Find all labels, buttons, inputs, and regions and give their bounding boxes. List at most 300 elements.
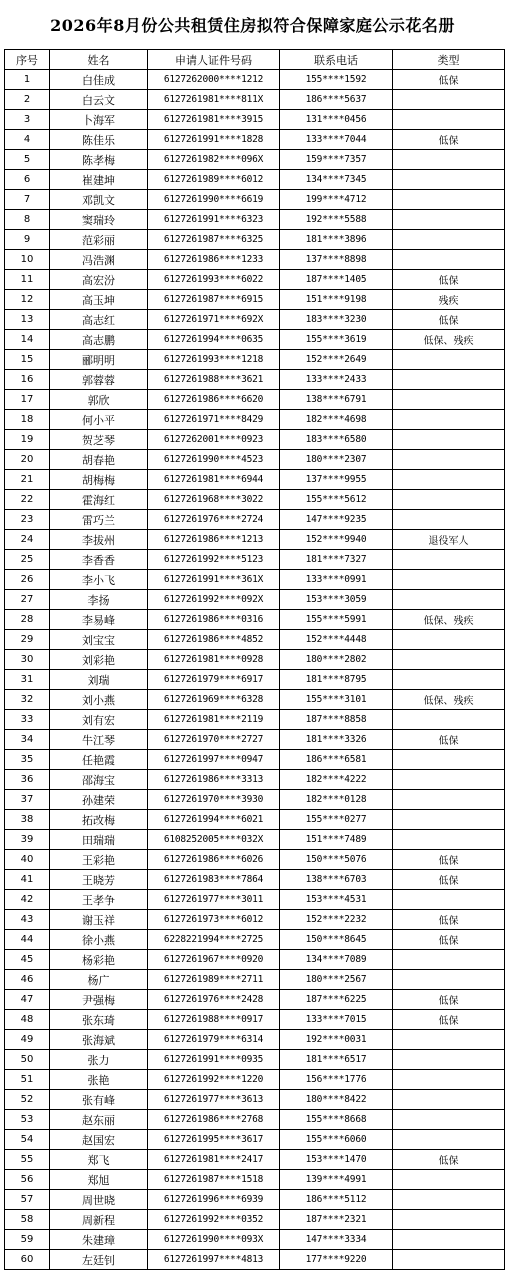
table-row: [5, 850, 505, 870]
cell-phone: 180****2802: [280, 650, 393, 670]
cell-phone: 134****7345: [280, 170, 393, 190]
cell-no: 34: [5, 730, 50, 750]
cell-id-number: 6127261986****0316: [148, 610, 280, 630]
table-row: [5, 390, 505, 410]
cell-type: [393, 970, 505, 990]
cell-no: 46: [5, 970, 50, 990]
cell-id-number: 6127261970****2727: [148, 730, 280, 750]
table-row: [5, 370, 505, 390]
cell-name: 雷巧兰: [50, 510, 148, 530]
table-row: [5, 750, 505, 770]
cell-phone: 156****1776: [280, 1070, 393, 1090]
table-row: [5, 1190, 505, 1210]
cell-id-number: 6127261971****8429: [148, 410, 280, 430]
cell-type: 低保、残疾: [393, 690, 505, 710]
cell-name: 李拔州: [50, 530, 148, 550]
cell-phone: 152****2649: [280, 350, 393, 370]
cell-no: 40: [5, 850, 50, 870]
cell-phone: 192****5588: [280, 210, 393, 230]
cell-id-number: 6127261996****6939: [148, 1190, 280, 1210]
header-id: 申请人证件号码: [148, 50, 280, 70]
cell-no: 16: [5, 370, 50, 390]
table-row: [5, 930, 505, 950]
cell-no: 49: [5, 1030, 50, 1050]
cell-no: 48: [5, 1010, 50, 1030]
table-row: [5, 290, 505, 310]
cell-type: [393, 890, 505, 910]
cell-type: [393, 670, 505, 690]
cell-no: 57: [5, 1190, 50, 1210]
table-row: [5, 1050, 505, 1070]
cell-no: 14: [5, 330, 50, 350]
cell-name: 胡春艳: [50, 450, 148, 470]
cell-phone: 138****6791: [280, 390, 393, 410]
cell-type: [393, 430, 505, 450]
cell-type: 残疾: [393, 290, 505, 310]
cell-id-number: 6127261986****6620: [148, 390, 280, 410]
cell-no: 41: [5, 870, 50, 890]
cell-name: 高宏汾: [50, 270, 148, 290]
cell-phone: 186****5112: [280, 1190, 393, 1210]
table-row: [5, 730, 505, 750]
cell-id-number: 6127261981****3915: [148, 110, 280, 130]
cell-phone: 181****7327: [280, 550, 393, 570]
table-row: [5, 110, 505, 130]
cell-type: [393, 470, 505, 490]
cell-name: 尹强梅: [50, 990, 148, 1010]
cell-no: 54: [5, 1130, 50, 1150]
cell-id-number: 6127261982****096X: [148, 150, 280, 170]
cell-id-number: 6127261994****0635: [148, 330, 280, 350]
table-row: [5, 590, 505, 610]
cell-id-number: 6127261968****3022: [148, 490, 280, 510]
cell-id-number: 6127261976****2724: [148, 510, 280, 530]
cell-type: 低保: [393, 870, 505, 890]
cell-name: 刘宝宝: [50, 630, 148, 650]
cell-name: 李扬: [50, 590, 148, 610]
cell-type: 低保、残疾: [393, 330, 505, 350]
cell-id-number: 6127261977****3613: [148, 1090, 280, 1110]
cell-name: 李香香: [50, 550, 148, 570]
cell-no: 27: [5, 590, 50, 610]
table-row: [5, 1070, 505, 1090]
cell-phone: 181****3326: [280, 730, 393, 750]
cell-type: 低保: [393, 910, 505, 930]
cell-type: [393, 1050, 505, 1070]
table-row: [5, 250, 505, 270]
cell-name: 贺芝琴: [50, 430, 148, 450]
cell-no: 12: [5, 290, 50, 310]
table-row: [5, 1210, 505, 1230]
cell-no: 44: [5, 930, 50, 950]
cell-phone: 187****8858: [280, 710, 393, 730]
table-row: [5, 630, 505, 650]
cell-no: 15: [5, 350, 50, 370]
cell-type: [393, 1210, 505, 1230]
cell-type: [393, 790, 505, 810]
cell-no: 30: [5, 650, 50, 670]
cell-type: [393, 190, 505, 210]
table-row: [5, 870, 505, 890]
cell-type: [393, 230, 505, 250]
table-row: [5, 430, 505, 450]
cell-no: 38: [5, 810, 50, 830]
cell-no: 60: [5, 1250, 50, 1270]
cell-phone: 147****3334: [280, 1230, 393, 1250]
cell-no: 42: [5, 890, 50, 910]
cell-phone: 153****1470: [280, 1150, 393, 1170]
cell-name: 白云文: [50, 90, 148, 110]
cell-type: [393, 590, 505, 610]
cell-type: [393, 170, 505, 190]
cell-no: 4: [5, 130, 50, 150]
table-row: [5, 830, 505, 850]
cell-name: 刘彩艳: [50, 650, 148, 670]
cell-type: [393, 1030, 505, 1050]
cell-no: 50: [5, 1050, 50, 1070]
cell-name: 冯浩渊: [50, 250, 148, 270]
table-row: [5, 1010, 505, 1030]
cell-no: 31: [5, 670, 50, 690]
table-row: [5, 1150, 505, 1170]
cell-phone: 181****8795: [280, 670, 393, 690]
cell-no: 25: [5, 550, 50, 570]
cell-name: 田瑞瑞: [50, 830, 148, 850]
cell-phone: 177****9220: [280, 1250, 393, 1270]
cell-id-number: 6127261987****6915: [148, 290, 280, 310]
cell-phone: 187****6225: [280, 990, 393, 1010]
cell-id-number: 6127261979****6314: [148, 1030, 280, 1050]
cell-no: 52: [5, 1090, 50, 1110]
cell-id-number: 6127261986****6026: [148, 850, 280, 870]
cell-id-number: 6108252005****032X: [148, 830, 280, 850]
cell-phone: 155****8668: [280, 1110, 393, 1130]
cell-phone: 182****4698: [280, 410, 393, 430]
cell-name: 孙建荣: [50, 790, 148, 810]
table-row: [5, 330, 505, 350]
cell-type: [393, 1230, 505, 1250]
cell-type: [393, 510, 505, 530]
cell-type: [393, 1130, 505, 1150]
cell-id-number: 6127261986****3313: [148, 770, 280, 790]
cell-id-number: 6127261986****1213: [148, 530, 280, 550]
cell-no: 6: [5, 170, 50, 190]
cell-phone: 133****7044: [280, 130, 393, 150]
cell-id-number: 6127261993****6022: [148, 270, 280, 290]
cell-no: 23: [5, 510, 50, 530]
cell-no: 17: [5, 390, 50, 410]
cell-phone: 180****2307: [280, 450, 393, 470]
cell-phone: 182****0128: [280, 790, 393, 810]
cell-id-number: 6127261990****4523: [148, 450, 280, 470]
cell-type: 退役军人: [393, 530, 505, 550]
table-row: [5, 70, 505, 90]
cell-phone: 138****6703: [280, 870, 393, 890]
cell-id-number: 6127261986****4852: [148, 630, 280, 650]
cell-id-number: 6127261992****092X: [148, 590, 280, 610]
cell-type: 低保: [393, 1150, 505, 1170]
cell-id-number: 6127261970****3930: [148, 790, 280, 810]
cell-name: 周新程: [50, 1210, 148, 1230]
cell-phone: 150****8645: [280, 930, 393, 950]
cell-phone: 183****3230: [280, 310, 393, 330]
cell-type: 低保: [393, 1010, 505, 1030]
cell-no: 8: [5, 210, 50, 230]
cell-phone: 152****4448: [280, 630, 393, 650]
cell-id-number: 6127261988****3621: [148, 370, 280, 390]
table-row: [5, 610, 505, 630]
cell-type: [393, 570, 505, 590]
cell-id-number: 6127261990****6619: [148, 190, 280, 210]
cell-id-number: 6127261986****2768: [148, 1110, 280, 1130]
cell-name: 牛江琴: [50, 730, 148, 750]
table-row: [5, 1030, 505, 1050]
table-row: [5, 1250, 505, 1270]
cell-no: 18: [5, 410, 50, 430]
table-row: [5, 510, 505, 530]
header-row: [5, 50, 505, 70]
cell-phone: 155****3101: [280, 690, 393, 710]
cell-name: 王孝争: [50, 890, 148, 910]
cell-name: 杨彩艳: [50, 950, 148, 970]
table-row: [5, 90, 505, 110]
cell-no: 22: [5, 490, 50, 510]
table-row: [5, 470, 505, 490]
cell-no: 47: [5, 990, 50, 1010]
cell-no: 53: [5, 1110, 50, 1130]
cell-name: 胡梅梅: [50, 470, 148, 490]
cell-id-number: 6127261989****6012: [148, 170, 280, 190]
cell-id-number: 6127262001****0923: [148, 430, 280, 450]
cell-no: 45: [5, 950, 50, 970]
cell-no: 56: [5, 1170, 50, 1190]
cell-type: [393, 1110, 505, 1130]
cell-no: 51: [5, 1070, 50, 1090]
cell-name: 何小平: [50, 410, 148, 430]
cell-id-number: 6127261991****361X: [148, 570, 280, 590]
cell-phone: 180****2567: [280, 970, 393, 990]
cell-type: [393, 490, 505, 510]
cell-type: 低保: [393, 730, 505, 750]
table-row: [5, 650, 505, 670]
cell-no: 20: [5, 450, 50, 470]
cell-phone: 153****3059: [280, 590, 393, 610]
cell-name: 张有峰: [50, 1090, 148, 1110]
cell-type: 低保: [393, 990, 505, 1010]
cell-name: 高玉坤: [50, 290, 148, 310]
table-row: [5, 970, 505, 990]
cell-no: 33: [5, 710, 50, 730]
cell-no: 13: [5, 310, 50, 330]
cell-phone: 183****6580: [280, 430, 393, 450]
cell-no: 35: [5, 750, 50, 770]
cell-id-number: 6127261991****0935: [148, 1050, 280, 1070]
cell-name: 徐小燕: [50, 930, 148, 950]
cell-type: [393, 750, 505, 770]
table-row: [5, 450, 505, 470]
cell-id-number: 6127261987****1518: [148, 1170, 280, 1190]
table-row: [5, 1230, 505, 1250]
cell-no: 43: [5, 910, 50, 930]
table-row: [5, 350, 505, 370]
cell-no: 58: [5, 1210, 50, 1230]
cell-no: 21: [5, 470, 50, 490]
header-type: 类型: [393, 50, 505, 70]
cell-id-number: 6127261981****0928: [148, 650, 280, 670]
cell-phone: 133****7015: [280, 1010, 393, 1030]
table-row: [5, 1090, 505, 1110]
cell-type: [393, 1090, 505, 1110]
cell-phone: 159****7357: [280, 150, 393, 170]
cell-id-number: 6127261992****5123: [148, 550, 280, 570]
cell-phone: 186****5637: [280, 90, 393, 110]
cell-name: 邓凯文: [50, 190, 148, 210]
table-row: [5, 310, 505, 330]
cell-name: 陈佳乐: [50, 130, 148, 150]
cell-type: [393, 1190, 505, 1210]
cell-type: [393, 350, 505, 370]
cell-name: 刘瑞: [50, 670, 148, 690]
cell-no: 11: [5, 270, 50, 290]
table-row: [5, 150, 505, 170]
cell-name: 任艳霞: [50, 750, 148, 770]
cell-no: 19: [5, 430, 50, 450]
cell-no: 36: [5, 770, 50, 790]
table-row: [5, 570, 505, 590]
cell-id-number: 6127261981****6944: [148, 470, 280, 490]
cell-no: 9: [5, 230, 50, 250]
cell-name: 王彩艳: [50, 850, 148, 870]
table-row: [5, 270, 505, 290]
cell-id-number: 6127261997****4813: [148, 1250, 280, 1270]
cell-id-number: 6127261967****0920: [148, 950, 280, 970]
cell-name: 杨广: [50, 970, 148, 990]
table-row: [5, 210, 505, 230]
cell-id-number: 6127261969****6328: [148, 690, 280, 710]
cell-type: [393, 650, 505, 670]
cell-phone: 133****2433: [280, 370, 393, 390]
cell-id-number: 6127261973****6012: [148, 910, 280, 930]
cell-name: 李小飞: [50, 570, 148, 590]
cell-name: 窦瑞玲: [50, 210, 148, 230]
table-body: [5, 70, 505, 1270]
cell-name: 白佳成: [50, 70, 148, 90]
cell-phone: 199****4712: [280, 190, 393, 210]
table-row: [5, 1130, 505, 1150]
cell-name: 周世晓: [50, 1190, 148, 1210]
cell-name: 郭欣: [50, 390, 148, 410]
cell-phone: 155****5991: [280, 610, 393, 630]
cell-name: 霍海红: [50, 490, 148, 510]
cell-type: [393, 370, 505, 390]
cell-id-number: 6127261987****6325: [148, 230, 280, 250]
table-row: [5, 170, 505, 190]
table-row: [5, 990, 505, 1010]
cell-id-number: 6127261995****3617: [148, 1130, 280, 1150]
cell-no: 29: [5, 630, 50, 650]
table-row: [5, 490, 505, 510]
cell-id-number: 6127262000****1212: [148, 70, 280, 90]
cell-type: 低保: [393, 850, 505, 870]
table-row: [5, 910, 505, 930]
cell-phone: 155****0277: [280, 810, 393, 830]
table-row: [5, 950, 505, 970]
cell-phone: 187****2321: [280, 1210, 393, 1230]
cell-no: 7: [5, 190, 50, 210]
cell-name: 邵海宝: [50, 770, 148, 790]
cell-id-number: 6127261977****3011: [148, 890, 280, 910]
page-title: 2026年8月份公共租赁住房拟符合保障家庭公示花名册: [50, 16, 455, 35]
table-row: [5, 690, 505, 710]
cell-id-number: 6127261981****2417: [148, 1150, 280, 1170]
header-name: 姓名: [50, 50, 148, 70]
cell-id-number: 6127261992****0352: [148, 1210, 280, 1230]
cell-id-number: 6127261981****2119: [148, 710, 280, 730]
cell-type: [393, 1070, 505, 1090]
cell-id-number: 6127261992****1220: [148, 1070, 280, 1090]
cell-name: 张东琦: [50, 1010, 148, 1030]
cell-no: 1: [5, 70, 50, 90]
cell-no: 28: [5, 610, 50, 630]
cell-id-number: 6127261991****1828: [148, 130, 280, 150]
table-row: [5, 410, 505, 430]
table-row: [5, 1170, 505, 1190]
cell-type: 低保: [393, 270, 505, 290]
cell-phone: 137****8898: [280, 250, 393, 270]
cell-phone: 150****5076: [280, 850, 393, 870]
cell-type: 低保: [393, 130, 505, 150]
cell-id-number: 6127261993****1218: [148, 350, 280, 370]
cell-phone: 182****4222: [280, 770, 393, 790]
cell-phone: 147****9235: [280, 510, 393, 530]
cell-phone: 155****3619: [280, 330, 393, 350]
cell-name: 郑飞: [50, 1150, 148, 1170]
cell-type: 低保、残疾: [393, 610, 505, 630]
cell-id-number: 6127261979****6917: [148, 670, 280, 690]
cell-phone: 181****3896: [280, 230, 393, 250]
cell-type: [393, 810, 505, 830]
cell-no: 3: [5, 110, 50, 130]
cell-id-number: 6127261981****811X: [148, 90, 280, 110]
cell-no: 10: [5, 250, 50, 270]
roster-table: [4, 49, 505, 1270]
cell-id-number: 6127261986****1233: [148, 250, 280, 270]
table-row: [5, 670, 505, 690]
cell-type: [393, 210, 505, 230]
cell-phone: 139****4991: [280, 1170, 393, 1190]
cell-type: 低保: [393, 310, 505, 330]
cell-phone: 155****1592: [280, 70, 393, 90]
header-no: 序号: [5, 50, 50, 70]
cell-type: [393, 830, 505, 850]
cell-no: 59: [5, 1230, 50, 1250]
cell-type: 低保: [393, 930, 505, 950]
cell-type: [393, 110, 505, 130]
cell-phone: 181****6517: [280, 1050, 393, 1070]
cell-id-number: 6127261994****6021: [148, 810, 280, 830]
cell-type: [393, 1170, 505, 1190]
cell-name: 郦明明: [50, 350, 148, 370]
cell-type: [393, 550, 505, 570]
cell-no: 55: [5, 1150, 50, 1170]
table-row: [5, 710, 505, 730]
table-row: [5, 770, 505, 790]
cell-name: 陈孝梅: [50, 150, 148, 170]
cell-id-number: 6127261990****093X: [148, 1230, 280, 1250]
cell-id-number: 6228221994****2725: [148, 930, 280, 950]
table-row: [5, 530, 505, 550]
cell-phone: 151****7489: [280, 830, 393, 850]
